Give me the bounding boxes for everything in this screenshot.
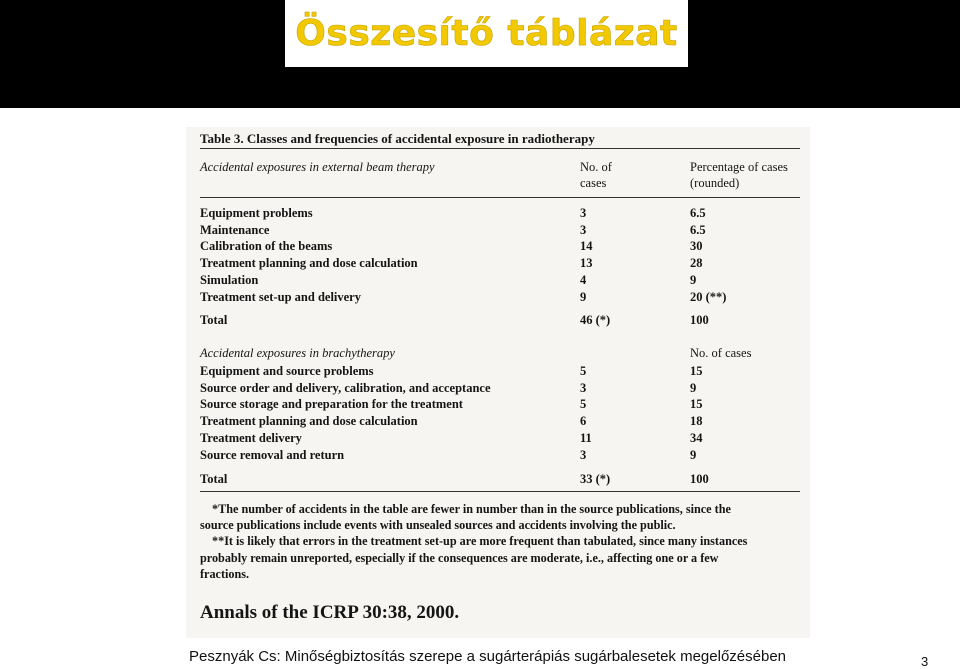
row-pct: 30 xyxy=(690,239,703,254)
source-citation: Annals of the ICRP 30:38, 2000. xyxy=(200,602,460,623)
row-pct: 9 xyxy=(690,272,697,287)
col-no-line1: No. of xyxy=(580,160,612,174)
slide-title: Összesítő táblázat xyxy=(295,13,678,54)
row-label: Equipment problems xyxy=(200,206,313,220)
total-pct: 100 xyxy=(690,313,709,327)
table-row xyxy=(200,414,800,429)
note-line: fractions. xyxy=(200,567,250,581)
rule-top xyxy=(200,148,800,149)
row-pct: 18 xyxy=(690,414,703,429)
page-number: 3 xyxy=(921,654,929,669)
row-pct: 9 xyxy=(690,380,697,395)
row-label: Treatment delivery xyxy=(200,430,302,445)
table-row xyxy=(200,290,800,305)
row-no: 3 xyxy=(580,380,587,395)
table-row xyxy=(200,273,800,288)
table-row xyxy=(200,239,800,254)
row-no: 9 xyxy=(580,289,587,304)
row-label: Source order and delivery, calibration, and acceptance xyxy=(200,380,491,395)
total-no: 33 (*) xyxy=(580,472,611,486)
note-line: probably remain unreported, especially if the consequences are moderate, i.e., affecting one or a few xyxy=(200,551,719,565)
title-box xyxy=(285,0,688,67)
row-no: 11 xyxy=(580,430,592,445)
table-row xyxy=(200,381,800,396)
row-no: 3 xyxy=(580,222,587,237)
row-pct: 15 xyxy=(690,364,703,378)
brachy-heading: Accidental exposures in brachytherapy xyxy=(200,346,395,360)
table-caption: Table 3. Classes and frequencies of accidental exposure in radiotherapy xyxy=(200,131,595,146)
row-no: 13 xyxy=(580,256,593,271)
table-row xyxy=(200,431,800,446)
table-row xyxy=(200,256,800,271)
row-pct: 34 xyxy=(690,430,703,445)
row-no: 3 xyxy=(580,206,587,220)
row-pct: 20 (**) xyxy=(690,289,727,304)
row-label: Treatment set-up and delivery xyxy=(200,289,361,304)
total-label: Total xyxy=(200,313,228,327)
col-no-line2: cases xyxy=(580,176,607,190)
brachy-total-row xyxy=(200,472,800,487)
row-no: 14 xyxy=(580,239,593,254)
note-line: source publications include events with unsealed sources and accidents involving the public. xyxy=(200,518,676,532)
row-label: Treatment planning and dose calculation xyxy=(200,414,418,429)
table-row xyxy=(200,448,800,463)
row-pct: 28 xyxy=(690,256,703,271)
total-label: Total xyxy=(200,472,228,486)
total-no: 46 (*) xyxy=(580,313,611,327)
row-no: 4 xyxy=(580,272,587,287)
external-heading: Accidental exposures in external beam therapy xyxy=(200,160,435,174)
row-label: Maintenance xyxy=(200,222,270,237)
slide-footer: Pesznyák Cs: Minőségbiztosítás szerepe a sugárterápiás sugárbalesetek megelőzésében xyxy=(189,648,786,665)
row-label: Source storage and preparation for the treatment xyxy=(200,397,463,412)
table-row xyxy=(200,206,800,221)
row-label: Equipment and source problems xyxy=(200,364,374,378)
scanned-table xyxy=(186,127,810,638)
rule-bottom xyxy=(200,491,800,492)
table-row xyxy=(200,223,800,238)
row-pct: 6.5 xyxy=(690,206,706,220)
note-line: **It is likely that errors in the treatment set-up are more frequent than tabulated, since many instances xyxy=(212,534,748,548)
row-label: Calibration of the beams xyxy=(200,239,333,254)
table-row xyxy=(200,364,800,379)
rule-header xyxy=(200,197,800,198)
row-label: Simulation xyxy=(200,272,259,287)
row-label: Treatment planning and dose calculation xyxy=(200,256,418,271)
col-pct-line1: Percentage of cases xyxy=(690,160,788,174)
brachy-col-no: No. of cases xyxy=(690,346,752,360)
external-total-row xyxy=(200,313,800,328)
row-pct: 15 xyxy=(690,397,703,412)
table-row xyxy=(200,397,800,412)
total-pct: 100 xyxy=(690,472,709,486)
row-no: 5 xyxy=(580,364,587,378)
row-no: 3 xyxy=(580,447,587,462)
row-no: 5 xyxy=(580,397,587,412)
row-pct: 6.5 xyxy=(690,222,706,237)
col-pct-line2: (rounded) xyxy=(690,176,740,190)
note-line: *The number of accidents in the table are fewer in number than in the source publications, since the xyxy=(212,502,731,516)
row-pct: 9 xyxy=(690,447,697,462)
row-label: Source removal and return xyxy=(200,447,345,462)
row-no: 6 xyxy=(580,414,587,429)
